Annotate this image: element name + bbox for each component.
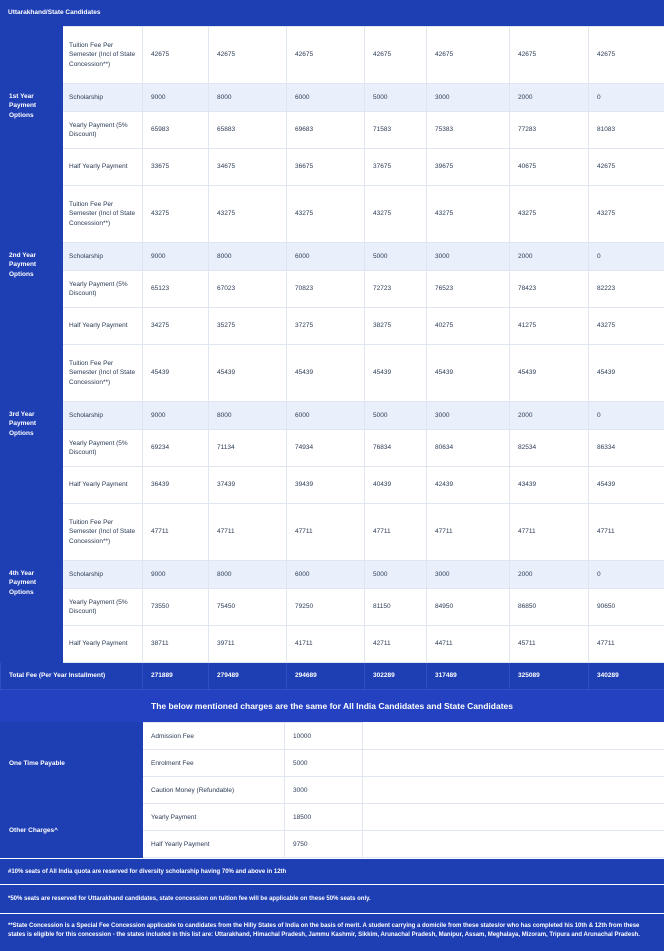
blank-cell xyxy=(363,750,664,777)
row-label: Yearly Payment (5% Discount) xyxy=(63,430,143,467)
blank-cell xyxy=(363,723,664,750)
fee-cell: 33675 xyxy=(143,149,209,186)
fee-cell: 90650 xyxy=(589,589,664,626)
fee-cell: 0 xyxy=(589,561,664,589)
fee-cell: 8000 xyxy=(209,402,287,430)
fee-cell: 9000 xyxy=(143,561,209,589)
fee-cell: 45439 xyxy=(510,345,589,402)
total-cell: 294689 xyxy=(287,663,365,690)
fee-cell: 71583 xyxy=(365,112,427,149)
fee-cell: 82223 xyxy=(589,271,664,308)
row-label: Tuition Fee Per Semester (Incl of State Concession**) xyxy=(63,186,143,243)
fee-cell: 69234 xyxy=(143,430,209,467)
fee-cell: 82534 xyxy=(510,430,589,467)
charge-value: 10000 xyxy=(285,723,363,750)
fee-cell: 43275 xyxy=(209,186,287,243)
note-diversity: #10% seats of All India quota are reserved for diversity scholarship having 70% and above in 12th xyxy=(0,858,664,884)
fee-cell: 36675 xyxy=(287,149,365,186)
fee-cell: 3000 xyxy=(427,84,510,112)
charges-table xyxy=(0,722,664,858)
fee-cell: 72723 xyxy=(365,271,427,308)
fee-cell: 0 xyxy=(589,84,664,112)
fee-cell: 2000 xyxy=(510,84,589,112)
charge-value: 3000 xyxy=(285,777,363,804)
fee-cell: 69683 xyxy=(287,112,365,149)
fee-row xyxy=(1,149,664,186)
total-label: Total Fee (Per Year Installment) xyxy=(1,663,143,690)
fee-cell: 5000 xyxy=(365,84,427,112)
fee-cell: 35275 xyxy=(209,308,287,345)
fee-cell: 9000 xyxy=(143,84,209,112)
fee-cell: 67023 xyxy=(209,271,287,308)
fee-cell: 47711 xyxy=(365,504,427,561)
fee-row xyxy=(1,626,664,663)
row-label: Half Yearly Payment xyxy=(63,626,143,663)
fee-cell: 2000 xyxy=(510,561,589,589)
fee-row xyxy=(1,430,664,467)
fee-cell: 81083 xyxy=(589,112,664,149)
row-label: Scholarship xyxy=(63,243,143,271)
fee-cell: 47711 xyxy=(589,626,664,663)
charge-value: 9750 xyxy=(285,831,363,858)
fee-cell: 47711 xyxy=(287,504,365,561)
fee-cell: 71134 xyxy=(209,430,287,467)
fee-cell: 76834 xyxy=(365,430,427,467)
fee-cell: 43275 xyxy=(510,186,589,243)
fee-row xyxy=(1,243,664,271)
fee-cell: 43275 xyxy=(143,186,209,243)
fee-cell: 43275 xyxy=(427,186,510,243)
row-label: Half Yearly Payment xyxy=(63,467,143,504)
fee-cell: 86334 xyxy=(589,430,664,467)
charge-value: 18500 xyxy=(285,804,363,831)
fee-cell: 45439 xyxy=(589,345,664,402)
row-label: Yearly Payment (5% Discount) xyxy=(63,112,143,149)
fee-cell: 42675 xyxy=(209,27,287,84)
fee-row xyxy=(1,504,664,561)
total-cell: 340289 xyxy=(589,663,664,690)
charge-group-label: Other Charges^ xyxy=(1,804,143,858)
fee-cell: 3000 xyxy=(427,402,510,430)
fee-cell: 43439 xyxy=(510,467,589,504)
row-label: Tuition Fee Per Semester (Incl of State Concession**) xyxy=(63,27,143,84)
fee-table xyxy=(0,26,664,690)
charge-label: Enrolment Fee xyxy=(143,750,285,777)
charge-row xyxy=(1,723,664,750)
fee-row xyxy=(1,308,664,345)
note-reservation: *50% seats are reserved for Uttarakhand candidates, state concession on tuition fee will be applicable on these 50% seats only. xyxy=(0,884,664,913)
fee-cell: 86850 xyxy=(510,589,589,626)
fee-cell: 34275 xyxy=(143,308,209,345)
fee-cell: 5000 xyxy=(365,561,427,589)
total-cell: 317489 xyxy=(427,663,510,690)
charge-label: Half Yearly Payment xyxy=(143,831,285,858)
fee-cell: 0 xyxy=(589,402,664,430)
blank-cell xyxy=(363,831,664,858)
fee-cell: 6000 xyxy=(287,243,365,271)
fee-row xyxy=(1,112,664,149)
fee-cell: 6000 xyxy=(287,84,365,112)
fee-cell: 37275 xyxy=(287,308,365,345)
fee-cell: 40275 xyxy=(427,308,510,345)
fee-cell: 80634 xyxy=(427,430,510,467)
section-header: Uttarakhand/State Candidates xyxy=(0,0,664,26)
total-cell: 271889 xyxy=(143,663,209,690)
fee-row xyxy=(1,84,664,112)
fee-cell: 42675 xyxy=(287,27,365,84)
fee-row xyxy=(1,561,664,589)
fee-cell: 65883 xyxy=(209,112,287,149)
fee-cell: 0 xyxy=(589,243,664,271)
fee-cell: 45439 xyxy=(365,345,427,402)
row-label: Yearly Payment (5% Discount) xyxy=(63,271,143,308)
fee-cell: 65983 xyxy=(143,112,209,149)
fee-cell: 70823 xyxy=(287,271,365,308)
fee-cell: 84950 xyxy=(427,589,510,626)
fee-cell: 77283 xyxy=(510,112,589,149)
fee-cell: 42675 xyxy=(510,27,589,84)
charge-group-label: One Time Payable xyxy=(1,723,143,804)
fee-cell: 47711 xyxy=(510,504,589,561)
fee-cell: 8000 xyxy=(209,243,287,271)
fee-cell: 42439 xyxy=(427,467,510,504)
fee-cell: 45439 xyxy=(589,467,664,504)
charge-label: Caution Money (Refundable) xyxy=(143,777,285,804)
total-cell: 325089 xyxy=(510,663,589,690)
fee-cell: 39439 xyxy=(287,467,365,504)
fee-row xyxy=(1,345,664,402)
fee-cell: 3000 xyxy=(427,243,510,271)
fee-cell: 40439 xyxy=(365,467,427,504)
fee-cell: 45439 xyxy=(427,345,510,402)
charge-label: Yearly Payment xyxy=(143,804,285,831)
fee-cell: 38711 xyxy=(143,626,209,663)
charge-value: 5000 xyxy=(285,750,363,777)
fee-cell: 42675 xyxy=(589,149,664,186)
fee-cell: 45439 xyxy=(287,345,365,402)
fee-cell: 45711 xyxy=(510,626,589,663)
fee-cell: 34675 xyxy=(209,149,287,186)
fee-row xyxy=(1,467,664,504)
fee-cell: 74934 xyxy=(287,430,365,467)
year-label: 2nd Year Payment Options xyxy=(1,186,63,345)
fee-cell: 39675 xyxy=(427,149,510,186)
fee-cell: 8000 xyxy=(209,84,287,112)
fee-row xyxy=(1,186,664,243)
blank-cell xyxy=(363,777,664,804)
row-label: Scholarship xyxy=(63,84,143,112)
fee-row xyxy=(1,271,664,308)
fee-cell: 39711 xyxy=(209,626,287,663)
fee-cell: 75450 xyxy=(209,589,287,626)
fee-cell: 37439 xyxy=(209,467,287,504)
fee-cell: 47711 xyxy=(209,504,287,561)
fee-cell: 6000 xyxy=(287,561,365,589)
fee-cell: 47711 xyxy=(427,504,510,561)
fee-cell: 8000 xyxy=(209,561,287,589)
fee-cell: 81150 xyxy=(365,589,427,626)
fee-cell: 41275 xyxy=(510,308,589,345)
fee-cell: 65123 xyxy=(143,271,209,308)
fee-cell: 44711 xyxy=(427,626,510,663)
fee-cell: 73550 xyxy=(143,589,209,626)
note-state-concession: **State Concession is a Special Fee Concession applicable to candidates from the Hilly States of India on the basis of merit. A student carrying a domicile from these states/or who has completed his 10th & 12th from these states is eligible for this concession - the states included in this list are: Uttarakhand, Himachal Pradesh, Jammu Kashmir, Sikkim, Arunachal Pradesh, Manipur, Assam, Meghalaya, Mizoram, Tripura and Arunachal Pradesh. xyxy=(0,913,664,951)
fee-cell: 45439 xyxy=(209,345,287,402)
fee-cell: 47711 xyxy=(589,504,664,561)
fee-cell: 5000 xyxy=(365,243,427,271)
fee-cell: 47711 xyxy=(143,504,209,561)
fee-cell: 6000 xyxy=(287,402,365,430)
row-label: Scholarship xyxy=(63,561,143,589)
fee-row xyxy=(1,589,664,626)
total-cell: 302289 xyxy=(365,663,427,690)
fee-cell: 40675 xyxy=(510,149,589,186)
row-label: Tuition Fee Per Semester (Incl of State Concession**) xyxy=(63,345,143,402)
fee-cell: 42675 xyxy=(143,27,209,84)
fee-cell: 43275 xyxy=(287,186,365,243)
charge-row xyxy=(1,804,664,831)
total-cell: 279489 xyxy=(209,663,287,690)
fee-cell: 2000 xyxy=(510,402,589,430)
row-label: Yearly Payment (5% Discount) xyxy=(63,589,143,626)
fee-cell: 43275 xyxy=(365,186,427,243)
row-label: Half Yearly Payment xyxy=(63,149,143,186)
blank-cell xyxy=(363,804,664,831)
fee-cell: 41711 xyxy=(287,626,365,663)
row-label: Tuition Fee Per Semester (Incl of State Concession**) xyxy=(63,504,143,561)
common-charges-title: The below mentioned charges are the same for All India Candidates and State Candidates xyxy=(0,690,664,722)
fee-cell: 79250 xyxy=(287,589,365,626)
fee-cell: 9000 xyxy=(143,402,209,430)
fee-row xyxy=(1,402,664,430)
fee-cell: 43275 xyxy=(589,186,664,243)
fee-cell: 36439 xyxy=(143,467,209,504)
total-row xyxy=(1,663,664,690)
fee-cell: 45439 xyxy=(143,345,209,402)
row-label: Scholarship xyxy=(63,402,143,430)
fee-cell: 37675 xyxy=(365,149,427,186)
fee-cell: 42675 xyxy=(589,27,664,84)
fee-cell: 42675 xyxy=(365,27,427,84)
fee-cell: 78423 xyxy=(510,271,589,308)
charge-label: Admission Fee xyxy=(143,723,285,750)
row-label: Half Yearly Payment xyxy=(63,308,143,345)
year-label: 1st Year Payment Options xyxy=(1,27,63,186)
fee-cell: 38275 xyxy=(365,308,427,345)
fee-cell: 9000 xyxy=(143,243,209,271)
fee-cell: 42711 xyxy=(365,626,427,663)
year-label: 3rd Year Payment Options xyxy=(1,345,63,504)
fee-row xyxy=(1,27,664,84)
fee-cell: 5000 xyxy=(365,402,427,430)
fee-cell: 76523 xyxy=(427,271,510,308)
fee-cell: 42675 xyxy=(427,27,510,84)
fee-cell: 75383 xyxy=(427,112,510,149)
fee-cell: 43275 xyxy=(589,308,664,345)
fee-cell: 2000 xyxy=(510,243,589,271)
fee-cell: 3000 xyxy=(427,561,510,589)
year-label: 4th Year Payment Options xyxy=(1,504,63,663)
